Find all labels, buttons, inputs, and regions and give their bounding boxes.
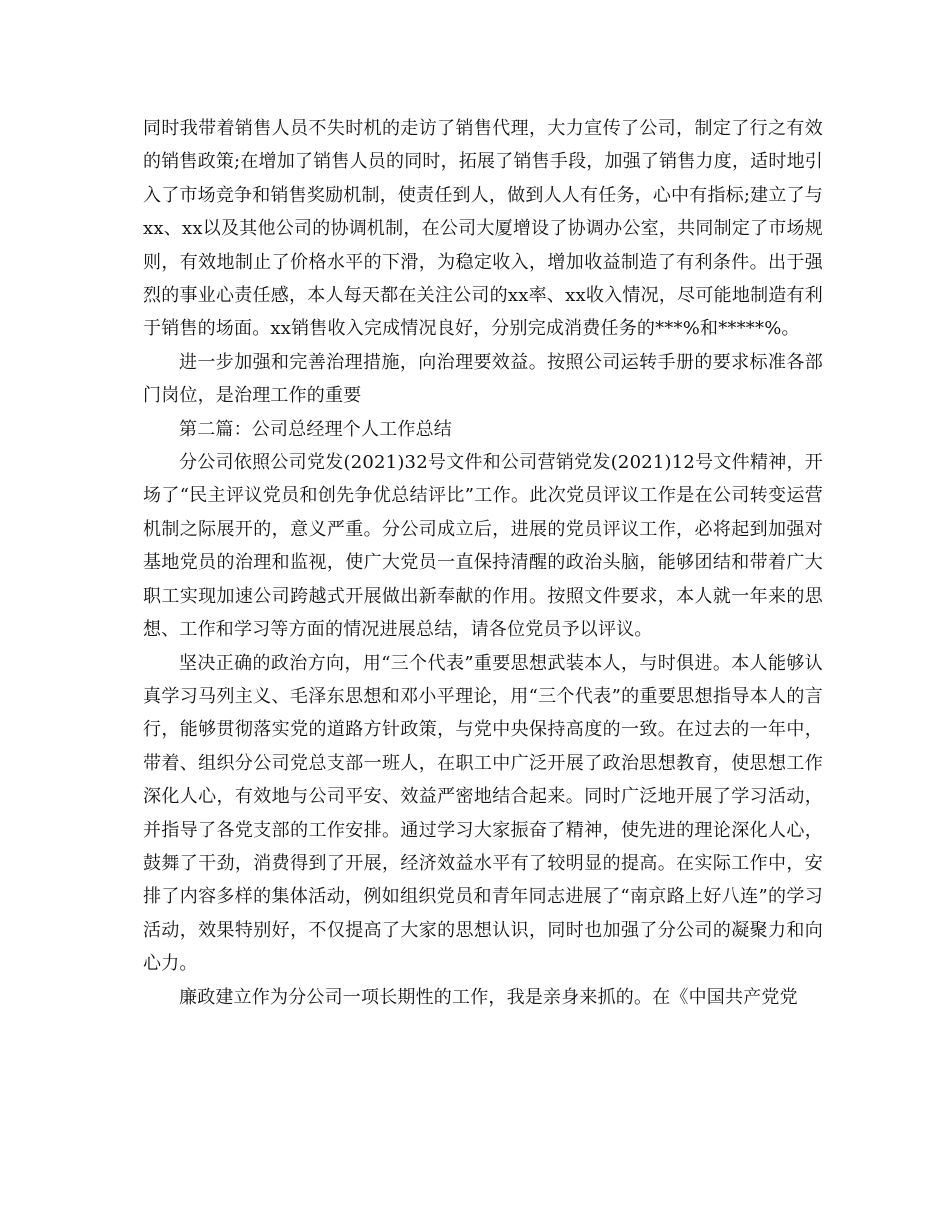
body-paragraph-5: 廉政建立作为分公司一项长期性的工作，我是亲身来抓的。在《中国共产党党 <box>179 986 798 1008</box>
body-paragraph-4: 坚决正确的政治方向，用“三个代表”重要思想武装本人，与时俱进。本人能够认真学习马列主义、毛泽东思想和邓小平理论，用“三个代表”的重要思想指导本人的言行，能够贯彻落实党的道路方针政策，与党中央保持高度的一致。在过去的一年中，带着、组织分公司党总支部一班人，在职工中广泛开展了政治思想教育，使思想工作深化人心，有效地与公司平安、效益严密地结合起来。同时广泛地开展了学习活动，并指导了各党支部的工作安排。通过学习大家振奋了精神，使先进的理论深化人心，鼓舞了干劲，消费得到了开展，经济效益水平有了较明显的提高。在实际工作中，安排了内容多样的集体活动，例如组织党员和青年同志进展了“南京路上好八连”的学习活动，效果特别好，不仅提高了大家的思想认识，同时也加强了分公司的凝聚力和向心力。 <box>143 652 823 975</box>
document-page <box>143 112 823 1014</box>
section-heading: 第二篇：公司总经理个人工作总结 <box>179 418 452 440</box>
body-paragraph-3: 分公司依照公司党发(2021)32号文件和公司营销党发(2021)12号文件精神，开场了“民主评议党员和创先争优总结评比”工作。此次党员评议工作是在公司转变运营机制之际展开的，意义严重。分公司成立后，进展的党员评议工作，必将起到加强对基地党员的治理和监视，使广大党员一直保持清醒的政治头脑，能够团结和带着广大职工实现加速公司跨越式开展做出新奉献的作用。按照文件要求，本人就一年来的思想、工作和学习等方面的情况进展总结，请各位党员予以评议。 <box>143 452 823 641</box>
body-paragraph-2: 进一步加强和完善治理措施，向治理要效益。按照公司运转手册的要求标准各部门岗位，是治理工作的重要 <box>143 351 823 407</box>
body-paragraph-1: 同时我带着销售人员不失时机的走访了销售代理，大力宣传了公司，制定了行之有效的销售政策;在增加了销售人员的同时，拓展了销售手段，加强了销售力度，适时地引入了市场竞争和销售奖励机制，使责任到人，做到人人有任务，心中有指标;建立了与xx、xx以及其他公司的协调机制，在公司大厦增设了协调办公室，共同制定了市场规则，有效地制止了价格水平的下滑，为稳定收入，增加收益制造了有利条件。出于强烈的事业心责任感，本人每天都在关注公司的xx率、xx收入情况，尽可能地制造有利于销售的场面。xx销售收入完成情况良好，分别完成消费任务的***%和*****%。 <box>143 118 823 340</box>
